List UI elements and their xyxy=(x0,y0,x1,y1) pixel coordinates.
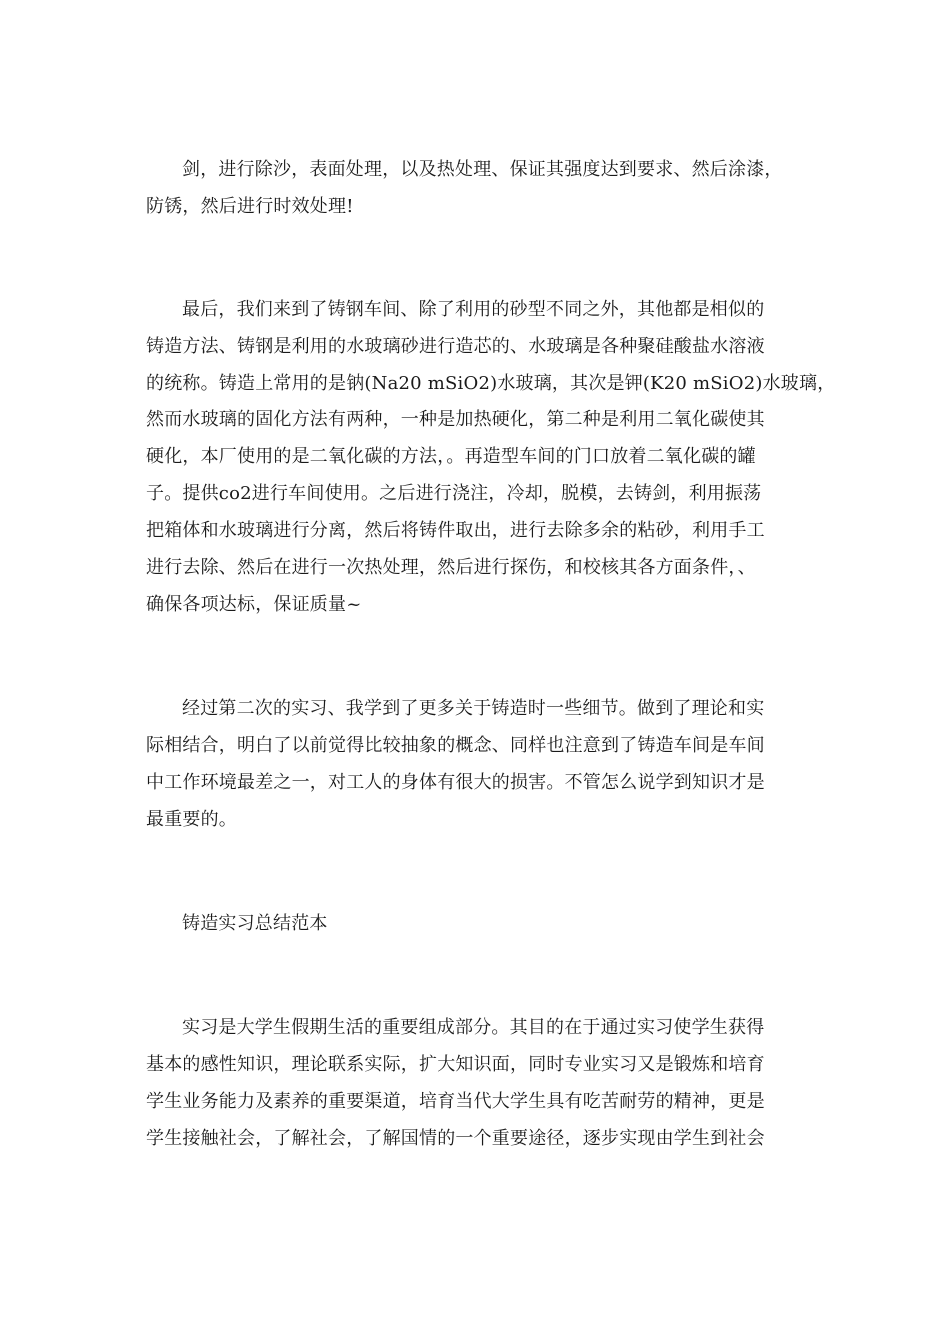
paragraph-3-line-4: 最重要的。 xyxy=(146,809,237,830)
paragraph-2-line-8: 进行去除、然后在进行一次热处理，然后进行探伤，和校核其各方面条件，、 xyxy=(146,557,756,578)
paragraph-3-line-2: 际相结合，明白了以前觉得比较抽象的概念、同样也注意到了铸造车间是车间 xyxy=(146,735,765,756)
paragraph-1-line-1: 剑，进行除沙，表面处理，以及热处理、保证其强度达到要求、然后涂漆， xyxy=(182,159,783,180)
paragraph-2-line-7: 把箱体和水玻璃进行分离，然后将铸件取出，进行去除多余的粘砂，利用手工 xyxy=(146,520,765,541)
paragraph-2-line-3: 的统称。铸造上常用的是钠(Na20 mSiO2)水玻璃，其次是钾(K20 mSiO2)水玻璃， xyxy=(146,373,836,394)
paragraph-5-line-2: 基本的感性知识，理论联系实际，扩大知识面，同时专业实习又是锻炼和培育 xyxy=(146,1054,765,1075)
paragraph-2-line-1: 最后，我们来到了铸钢车间、除了利用的砂型不同之外，其他都是相似的 xyxy=(182,299,765,320)
paragraph-5-line-4: 学生接触社会，了解社会，了解国情的一个重要途径，逐步实现由学生到社会 xyxy=(146,1128,765,1149)
paragraph-5-line-1: 实习是大学生假期生活的重要组成部分。其目的在于通过实习使学生获得 xyxy=(182,1017,765,1038)
paragraph-2-line-4: 然而水玻璃的固化方法有两种，一种是加热硬化，第二种是利用二氧化碳使其 xyxy=(146,409,765,430)
paragraph-1-line-2: 防锈，然后进行时效处理! xyxy=(146,196,354,217)
paragraph-2-line-6: 子。提供co2进行车间使用。之后进行浇注，冷却，脱模，去铸剑，利用振荡 xyxy=(146,483,762,504)
paragraph-2-line-9: 确保各项达标，保证质量~ xyxy=(146,594,362,615)
paragraph-3-line-1: 经过第二次的实习、我学到了更多关于铸造时一些细节。做到了理论和实 xyxy=(182,698,765,719)
section-title: 铸造实习总结范本 xyxy=(182,913,328,934)
paragraph-2-line-2: 铸造方法、铸钢是利用的水玻璃砂进行造芯的、水玻璃是各种聚硅酸盐水溶液 xyxy=(146,336,765,357)
paragraph-5-line-3: 学生业务能力及素养的重要渠道，培育当代大学生具有吃苦耐劳的精神，更是 xyxy=(146,1091,765,1112)
paragraph-3-line-3: 中工作环境最差之一，对工人的身体有很大的损害。不管怎么说学到知识才是 xyxy=(146,772,765,793)
paragraph-2-line-5: 硬化，本厂使用的是二氧化碳的方法，。再造型车间的门口放着二氧化碳的罐 xyxy=(146,446,756,467)
